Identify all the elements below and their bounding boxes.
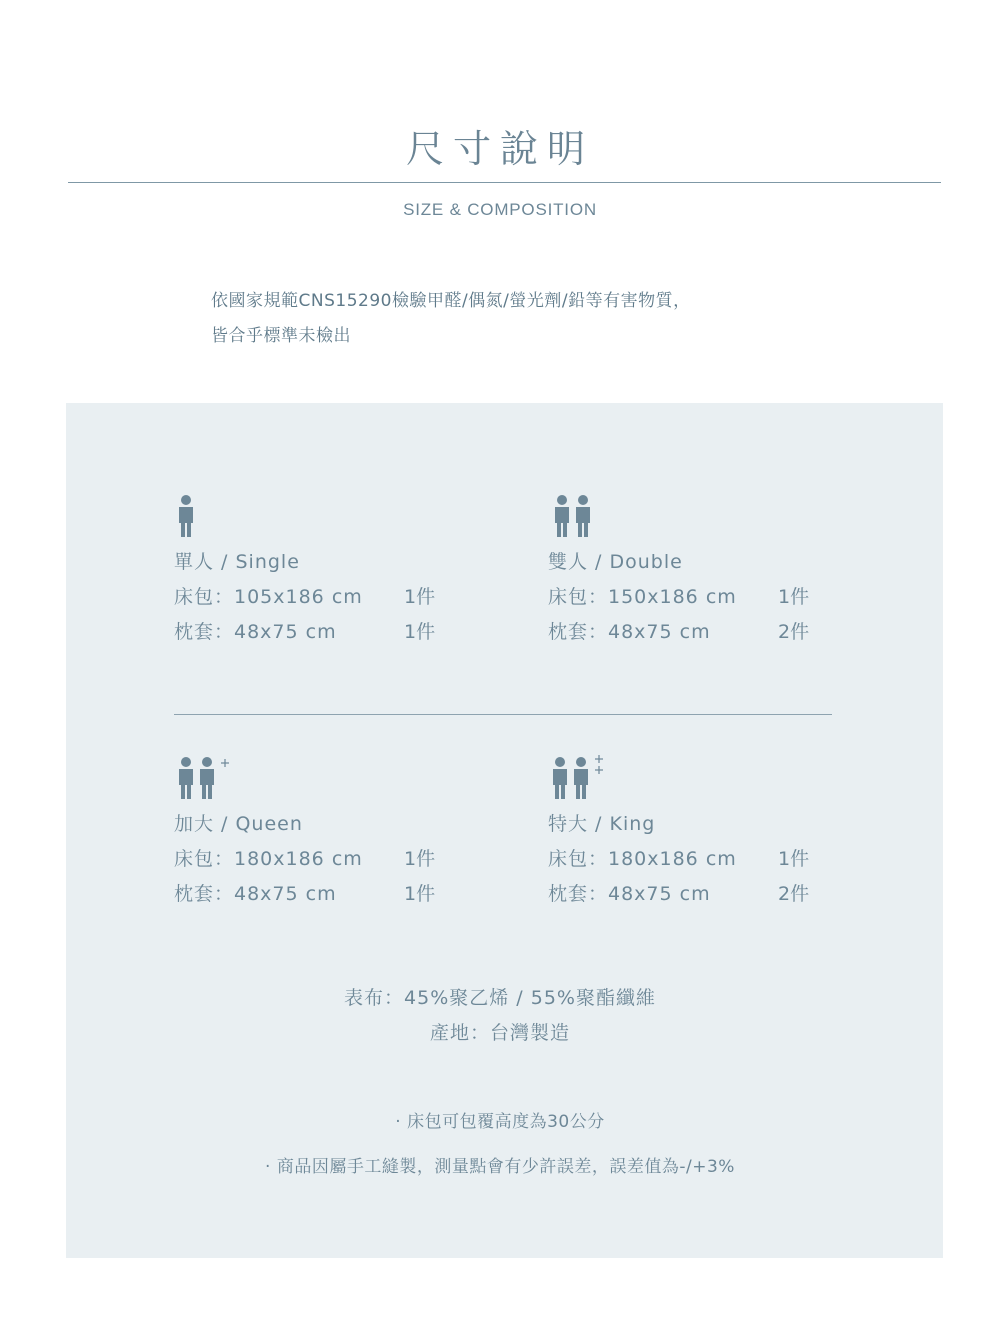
pillowcase-row <box>174 877 474 912</box>
intro-line-1: 依國家規範CNS15290檢驗甲醛/偶氮/螢光劑/鉛等有害物質， <box>211 291 691 311</box>
size-name: 單人 / Single <box>174 551 300 573</box>
size-name: 加大 / Queen <box>174 813 303 835</box>
fitted-sheet-size: 床包：105x186 cm <box>174 586 363 608</box>
page-title: 尺寸說明 <box>405 127 594 171</box>
fitted-sheet-qty: 1件 <box>404 848 436 870</box>
fitted-sheet-size: 床包：150x186 cm <box>548 586 737 608</box>
size-queen <box>174 755 474 912</box>
single-person-icon <box>174 493 474 541</box>
fitted-sheet-row <box>548 842 848 877</box>
pillowcase-qty: 1件 <box>404 883 436 905</box>
size-single <box>174 493 474 650</box>
pillowcase-qty: 1件 <box>404 621 436 643</box>
pillowcase-size: 枕套：48x75 cm <box>548 621 711 643</box>
note-tolerance: · 商品因屬手工縫製，測量點會有少許誤差，誤差值為-/+3% <box>265 1157 735 1177</box>
fitted-sheet-qty: 1件 <box>778 586 810 608</box>
fitted-sheet-size: 床包：180x186 cm <box>548 848 737 870</box>
fitted-sheet-row <box>174 580 474 615</box>
fitted-sheet-size: 床包：180x186 cm <box>174 848 363 870</box>
fitted-sheet-row <box>174 842 474 877</box>
size-king <box>548 755 848 912</box>
queen-persons-plus-icon <box>174 755 474 803</box>
fitted-sheet-qty: 1件 <box>404 586 436 608</box>
fitted-sheet-row <box>548 580 848 615</box>
fitted-sheet-qty: 1件 <box>778 848 810 870</box>
intro-line-2: 皆合乎標準未檢出 <box>211 326 351 346</box>
size-double <box>548 493 848 650</box>
note-height: · 床包可包覆高度為30公分 <box>395 1112 605 1132</box>
intro-text <box>211 284 851 354</box>
king-persons-double-plus-icon <box>548 755 848 803</box>
size-name: 雙人 / Double <box>548 551 683 573</box>
size-name: 特大 / King <box>548 813 656 835</box>
pillowcase-row <box>174 615 474 650</box>
double-person-icon <box>548 493 848 541</box>
title-divider <box>68 182 941 183</box>
section-divider <box>174 714 832 715</box>
pillowcase-row <box>548 877 848 912</box>
pillowcase-qty: 2件 <box>778 883 810 905</box>
pillowcase-size: 枕套：48x75 cm <box>174 883 337 905</box>
origin: 產地：台灣製造 <box>429 1022 570 1044</box>
pillowcase-row <box>548 615 848 650</box>
fabric-composition: 表布：45%聚乙烯 / 55%聚酯纖維 <box>344 987 656 1009</box>
pillowcase-size: 枕套：48x75 cm <box>548 883 711 905</box>
pillowcase-qty: 2件 <box>778 621 810 643</box>
page-subtitle: SIZE & COMPOSITION <box>403 200 597 219</box>
pillowcase-size: 枕套：48x75 cm <box>174 621 337 643</box>
